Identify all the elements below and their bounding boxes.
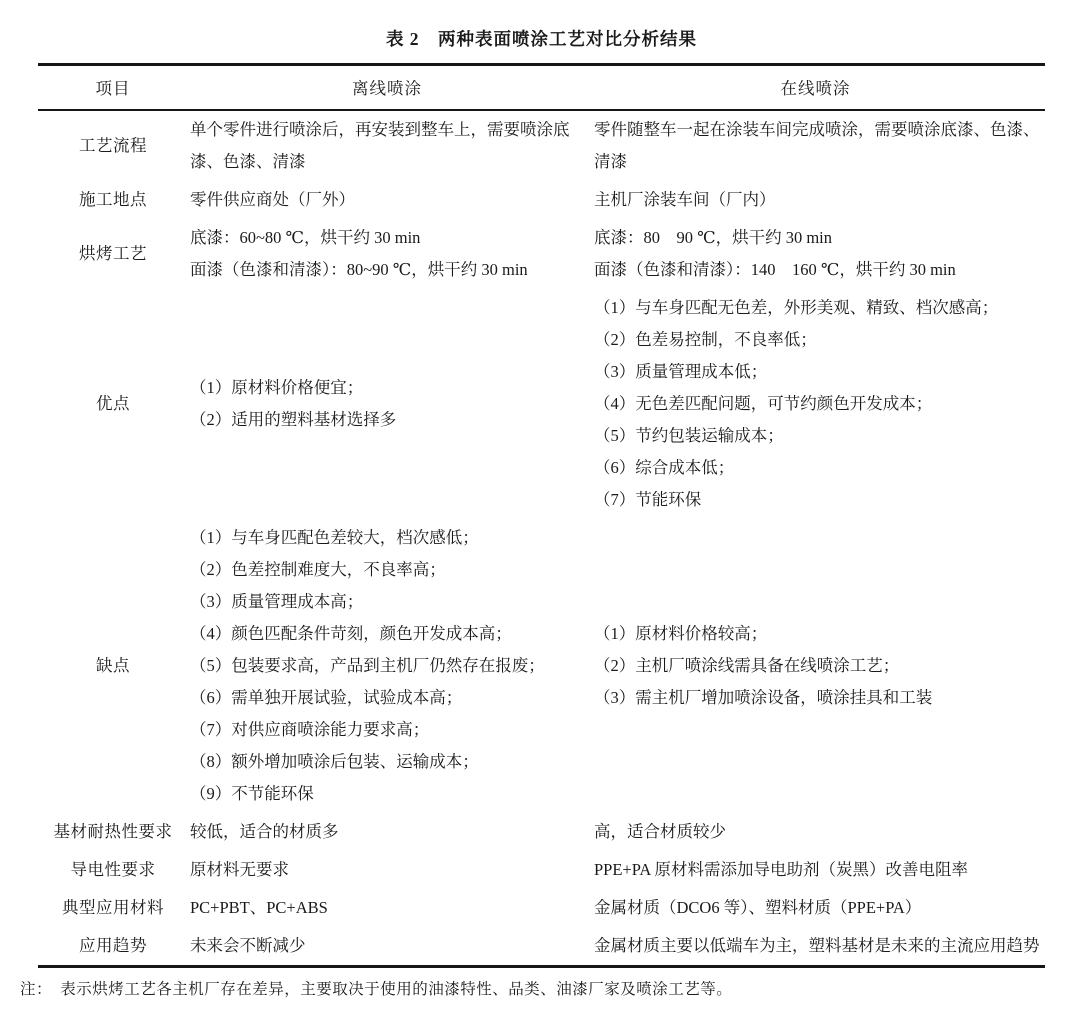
table-header xyxy=(38,65,1045,111)
cell-line: （6）综合成本低； xyxy=(594,458,735,477)
cell-line: 面漆（色漆和清漆）：140 160 ℃，烘干约 30 min xyxy=(594,260,956,279)
cell-line: PC+PBT、PC+ABS xyxy=(190,898,328,917)
cell-line: 金属材质（DCO6 等）、塑料材质（PPE+PA） xyxy=(594,898,922,917)
cell-line: （2）适用的塑料基材选择多 xyxy=(190,410,397,429)
cell-line: （4）颜色匹配条件苛刻，颜色开发成本高； xyxy=(190,624,512,643)
cell-line: （1）与车身匹配无色差，外形美观、精致、档次感高； xyxy=(594,298,999,317)
cell-line: 零件供应商处（厂外） xyxy=(190,190,355,209)
cell-line: 面漆（色漆和清漆）：80~90 ℃，烘干约 30 min xyxy=(190,260,528,279)
row-label: 基材耐热性要求 xyxy=(53,822,173,841)
table-row xyxy=(38,813,1045,851)
cell-line: 原材料无要求 xyxy=(190,860,289,879)
cell-line: （6）需单独开展试验，试验成本高； xyxy=(190,688,463,707)
offline-cell xyxy=(188,289,586,519)
table-row xyxy=(38,219,1045,289)
online-cell xyxy=(586,110,1045,181)
offline-cell xyxy=(188,110,586,181)
header-row xyxy=(38,65,1045,111)
offline-cell xyxy=(188,851,586,889)
online-cell xyxy=(586,927,1045,967)
cell-line: 高，适合材质较少 xyxy=(594,822,726,841)
header-online: 在线喷涂 xyxy=(586,65,1045,111)
online-cell xyxy=(586,289,1045,519)
offline-cell xyxy=(188,519,586,813)
cell-line: 底漆：60~80 ℃，烘干约 30 min xyxy=(190,228,421,247)
online-cell xyxy=(586,813,1045,851)
cell-line: （7）对供应商喷涂能力要求高； xyxy=(190,720,430,739)
row-label: 缺点 xyxy=(96,656,130,675)
cell-line: 较低，适合的材质多 xyxy=(190,822,339,841)
cell-line: 未来会不断减少 xyxy=(190,936,306,955)
offline-cell xyxy=(188,219,586,289)
table-row xyxy=(38,519,1045,813)
offline-cell xyxy=(188,927,586,967)
cell-line: （1）与车身匹配色差较大，档次感低； xyxy=(190,528,479,547)
row-label: 工艺流程 xyxy=(79,136,147,155)
offline-cell xyxy=(188,181,586,219)
cell-line: （3）质量管理成本低； xyxy=(594,362,768,381)
cell-line: （8）额外增加喷涂后包装、运输成本； xyxy=(190,752,479,771)
offline-cell xyxy=(188,889,586,927)
cell-line: 底漆：80 90 ℃，烘干约 30 min xyxy=(594,228,833,247)
table-row xyxy=(38,851,1045,889)
cell-line: PPE+PA 原材料需添加导电助剂（炭黑）改善电阻率 xyxy=(594,860,969,879)
row-label: 施工地点 xyxy=(79,190,147,209)
cell-line: 单个零件进行喷涂后，再安装到整车上，需要喷涂底漆、色漆、清漆 xyxy=(190,120,570,171)
row-label: 典型应用材料 xyxy=(62,898,164,917)
row-label: 烘烤工艺 xyxy=(79,244,147,263)
cell-line: （2）色差易控制，不良率低； xyxy=(594,330,817,349)
table-body xyxy=(38,110,1045,967)
cell-line: （1）原材料价格较高； xyxy=(594,624,768,643)
header-item: 项目 xyxy=(38,65,188,111)
header-offline: 离线喷涂 xyxy=(188,65,586,111)
cell-line: （9）不节能环保 xyxy=(190,784,314,803)
row-label: 导电性要求 xyxy=(70,860,156,879)
cell-line: （2）主机厂喷涂线需具备在线喷涂工艺； xyxy=(594,656,900,675)
table-row xyxy=(38,181,1045,219)
table-row xyxy=(38,289,1045,519)
cell-line: 主机厂涂装车间（厂内） xyxy=(594,190,776,209)
cell-line: 金属材质主要以低端车为主，塑料基材是未来的主流应用趋势 xyxy=(594,936,1040,955)
cell-line: （2）色差控制难度大，不良率高； xyxy=(190,560,446,579)
table-row xyxy=(38,927,1045,967)
cell-line: （7）节能环保 xyxy=(594,490,702,509)
cell-line: （3）需主机厂增加喷涂设备，喷涂挂具和工装 xyxy=(594,688,933,707)
online-cell xyxy=(586,181,1045,219)
cell-line: （4）无色差匹配问题，可节约颜色开发成本； xyxy=(594,394,933,413)
table-row xyxy=(38,110,1045,181)
row-label: 优点 xyxy=(96,394,130,413)
cell-line: 零件随整车一起在涂装车间完成喷涂，需要喷涂底漆、色漆、清漆 xyxy=(594,120,1040,171)
row-label: 应用趋势 xyxy=(79,936,147,955)
comparison-table xyxy=(38,63,1045,968)
table-caption: 表 2 两种表面喷涂工艺对比分析结果 xyxy=(385,29,698,49)
table-footnote: 注： 表示烘烤工艺各主机厂存在差异，主要取决于使用的油漆特性、品类、油漆厂家及喷涂工艺等。 xyxy=(20,981,733,998)
cell-line: （5）节约包装运输成本； xyxy=(594,426,784,445)
offline-cell xyxy=(188,813,586,851)
cell-line: （5）包装要求高，产品到主机厂仍然存在报废； xyxy=(190,656,545,675)
online-cell xyxy=(586,851,1045,889)
online-cell xyxy=(586,219,1045,289)
cell-line: （3）质量管理成本高； xyxy=(190,592,364,611)
online-cell xyxy=(586,889,1045,927)
table-row xyxy=(38,889,1045,927)
online-cell xyxy=(586,519,1045,813)
cell-line: （1）原材料价格便宜； xyxy=(190,378,364,397)
